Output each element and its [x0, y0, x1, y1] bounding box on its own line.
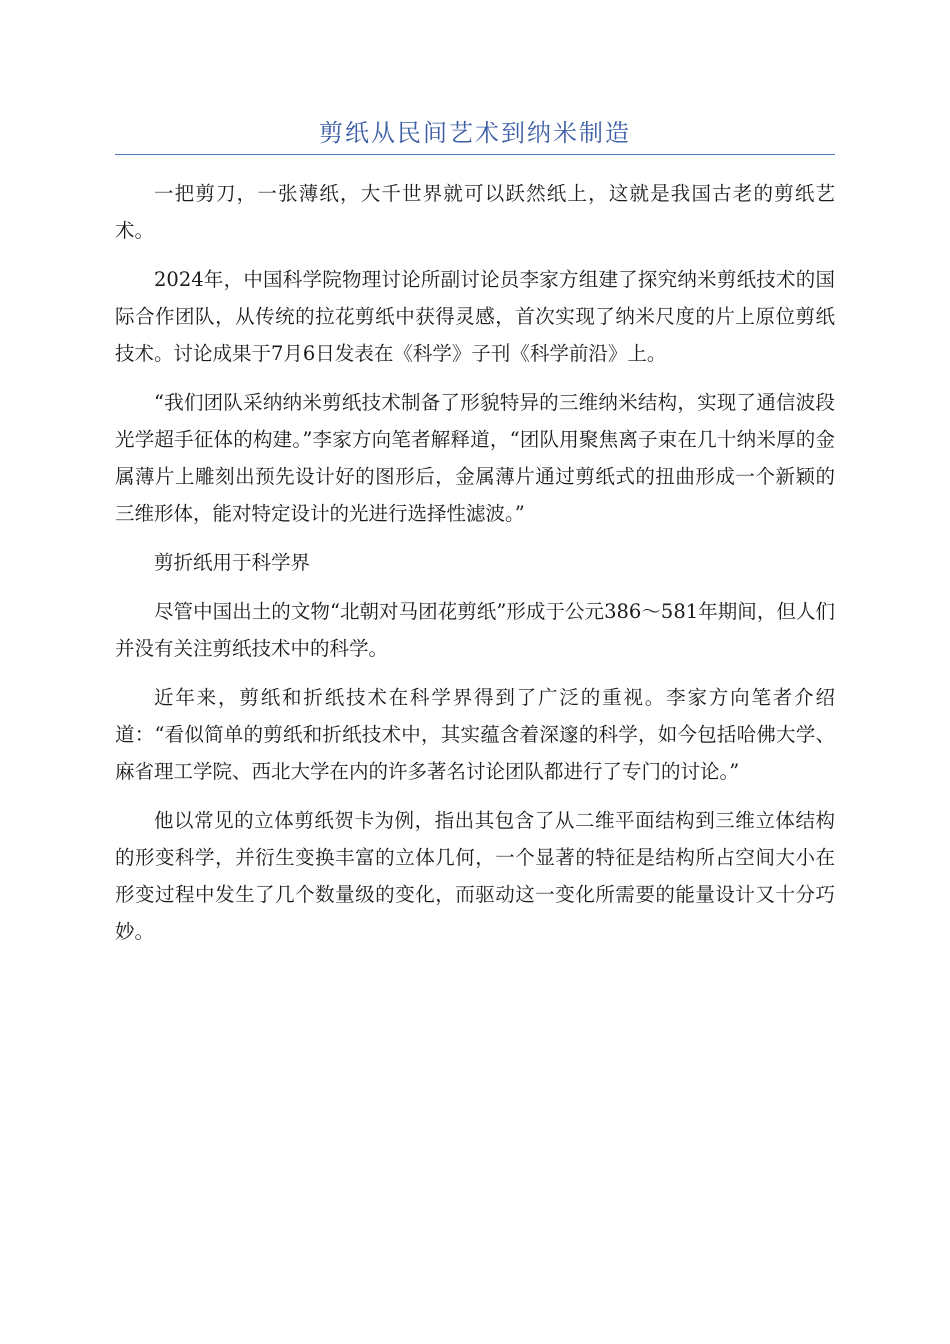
- paragraph-quote: “我们团队采纳纳米剪纸技术制备了形貌特异的三维纳米结构，实现了通信波段光学超手征体的构建。”李家方向笔者解释道，“团队用聚焦离子束在几十纳米厚的金属薄片上雕刻出预先设计好的图形后，金属薄片通过剪纸式的扭曲形成一个新颖的三维形体，能对特定设计的光进行选择性滤波。”: [115, 391, 835, 525]
- paragraph-research-team: 2024年，中国科学院物理讨论所副讨论员李家方组建了探究纳米剪纸技术的国际合作团队，从传统的拉花剪纸中获得灵感，首次实现了纳米尺度的片上原位剪纸技术。讨论成果于7月6日发表在《科学》子刊《科学前沿》上。: [115, 268, 835, 365]
- section-subheading: 剪折纸用于科学界: [154, 551, 311, 574]
- paragraph-greeting-card: 他以常见的立体剪纸贺卡为例，指出其包含了从二维平面结构到三维立体结构的形变科学，并衍生变换丰富的立体几何，一个显著的特征是结构所占空间大小在形变过程中发生了几个数量级的变化，而驱动这一变化所需要的能量设计又十分巧妙。: [115, 809, 835, 943]
- document-body: [115, 175, 835, 962]
- title-block: [115, 112, 835, 155]
- document-title: 剪纸从民间艺术到纳米制造: [319, 119, 631, 147]
- paragraph-intro: 一把剪刀，一张薄纸，大千世界就可以跃然纸上，这就是我国古老的剪纸艺术。: [115, 182, 835, 242]
- paragraph-history: 尽管中国出土的文物“北朝对马团花剪纸”形成于公元386～581年期间，但人们并没有关注剪纸技术中的科学。: [115, 600, 835, 660]
- paragraph-recent-attention: 近年来，剪纸和折纸技术在科学界得到了广泛的重视。李家方向笔者介绍道：“看似简单的剪纸和折纸技术中，其实蕴含着深邃的科学，如今包括哈佛大学、麻省理工学院、西北大学在内的许多著名讨论团队都进行了专门的讨论。”: [115, 686, 835, 783]
